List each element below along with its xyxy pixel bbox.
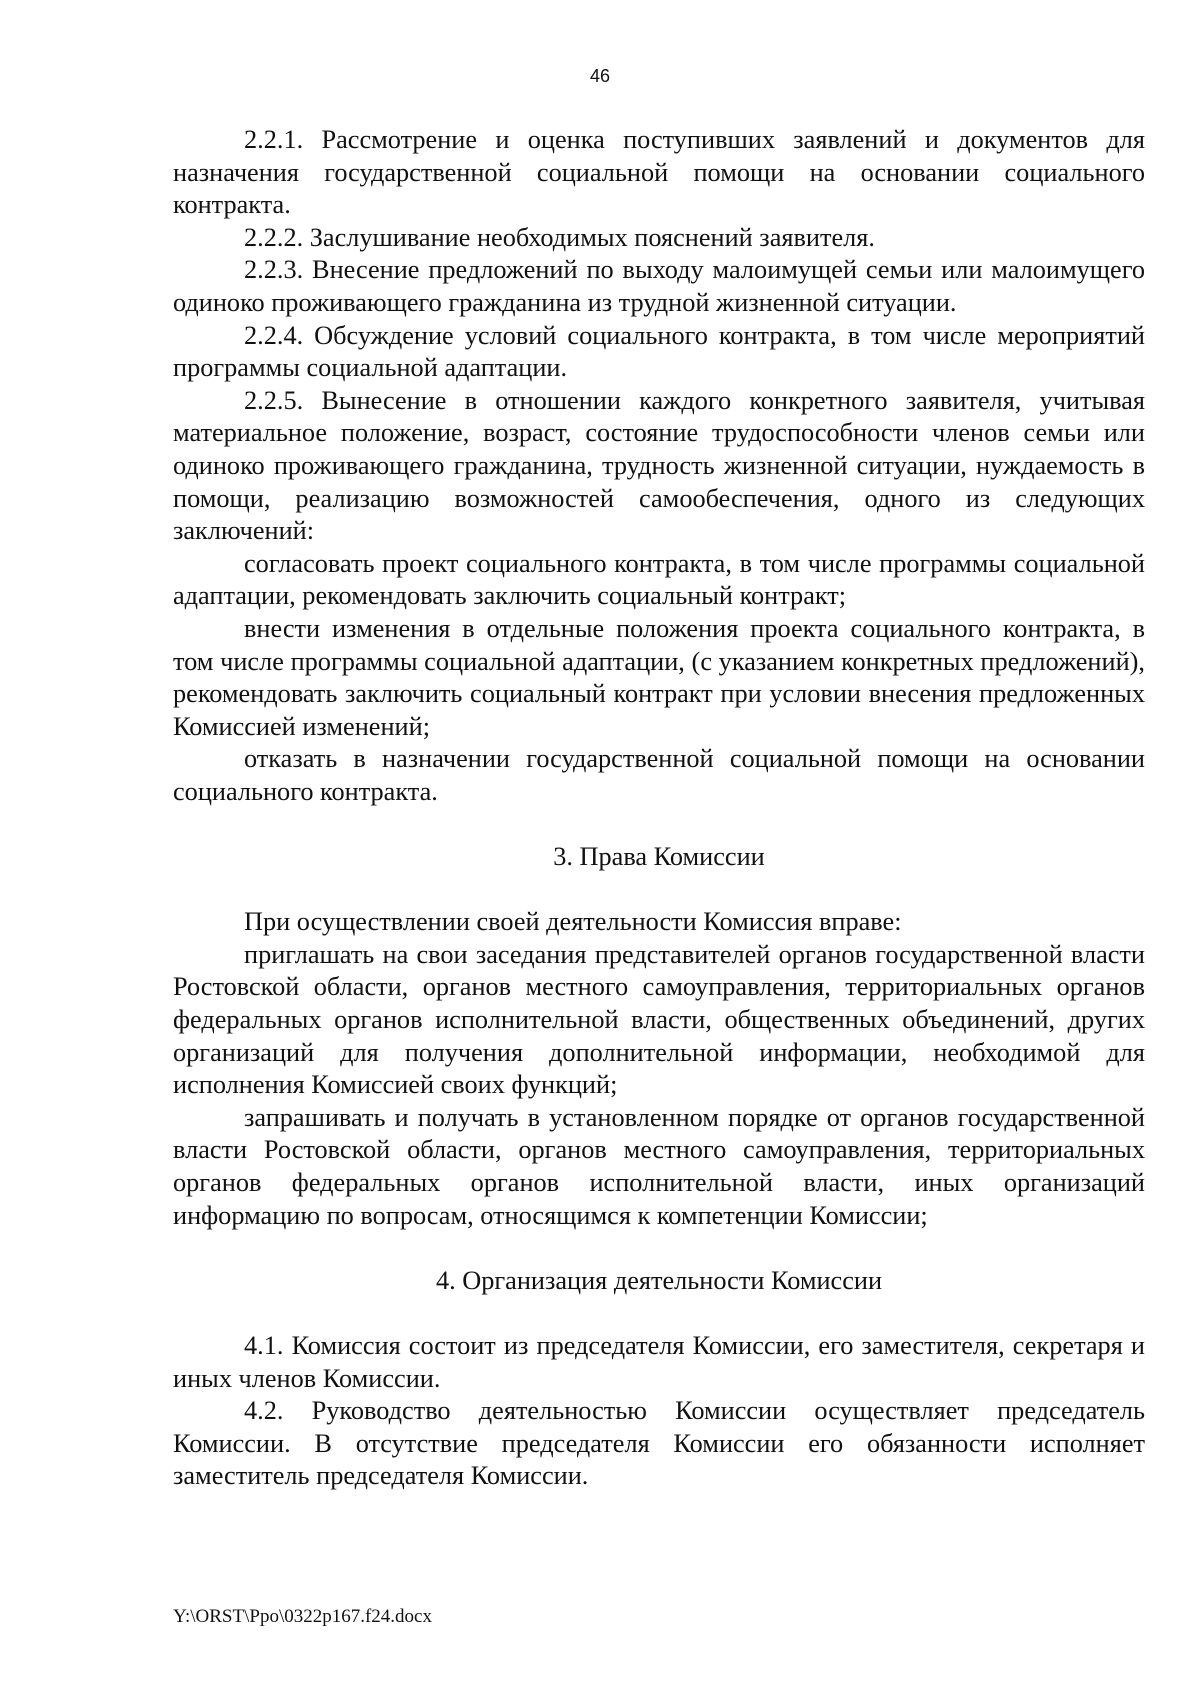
conclusion-option-approve: согласовать проект социального контракта, в том числе программы социальной адаптации, рекомендовать заключить социальный контракт; [173,548,1145,611]
section-3-right-invite: приглашать на свои заседания представителей органов государственной власти Ростовской области, органов местного самоуправления, территориальных органов федеральных органов исполнительной власти, общественных объединений, других организаций для получения дополнительной информации, необходимой для исполнения Комиссией своих функций; [173,939,1145,1100]
paragraph-2-2-5: 2.2.5. Вынесение в отношении каждого конкретного заявителя, учитывая материальное положение, возраст, состояние трудоспособности членов семьи или одиноко проживающего гражданина, трудность жизненной ситуации, нуждаемость в помощи, реализацию возможностей самообеспечения, одного из следующих заключений: [173,385,1145,546]
section-3-heading: 3. Права Комиссии [553,842,765,872]
paragraph-2-2-2: 2.2.2. Заслушивание необходимых пояснений заявителя. [244,222,875,252]
conclusion-option-refuse: отказать в назначении государственной социальной помощи на основании социального контракта. [173,744,1145,806]
paragraph-4-2: 4.2. Руководство деятельностью Комиссии осуществляет председатель Комиссии. В отсутствие председателя Комиссии его обязанности исполняет заместитель председателя Комиссии. [173,1396,1145,1491]
section-3-intro: При осуществлении своей деятельности Комиссия вправе: [244,907,902,937]
conclusion-option-amend: внести изменения в отдельные положения проекта социального контракта, в том числе программы социальной адаптации, (с указанием конкретных предложений), рекомендовать заключить социальный контракт при условии внесения предложенных Комиссией изменений; [173,613,1145,741]
paragraph-2-2-4: 2.2.4. Обсуждение условий социального контракта, в том числе мероприятий программы социальной адаптации. [173,320,1145,383]
section-4-heading: 4. Организация деятельности Комиссии [435,1265,883,1295]
footer-file-path: Y:\ORST\Ppo\0322p167.f24.docx [173,1606,432,1627]
paragraph-2-2-3: 2.2.3. Внесение предложений по выходу малоимущей семьи или малоимущего одиноко проживающего гражданина из трудной жизненной ситуации. [173,255,1145,317]
page-number: 46 [589,66,611,86]
paragraph-2-2-1: 2.2.1. Рассмотрение и оценка поступивших заявлений и документов для назначения государственной социальной помощи на основании социального контракта. [173,125,1145,220]
paragraph-4-1: 4.1. Комиссия состоит из председателя Комиссии, его заместителя, секретаря и иных членов Комиссии. [173,1330,1145,1393]
section-3-right-request: запрашивать и получать в установленном порядке от органов государственной власти Ростовской области, органов местного самоуправления, территориальных органов федеральных органов исполнительной власти, иных организаций информацию по вопросам, относящимся к компетенции Комиссии; [173,1102,1145,1230]
document-body [173,124,1145,1493]
